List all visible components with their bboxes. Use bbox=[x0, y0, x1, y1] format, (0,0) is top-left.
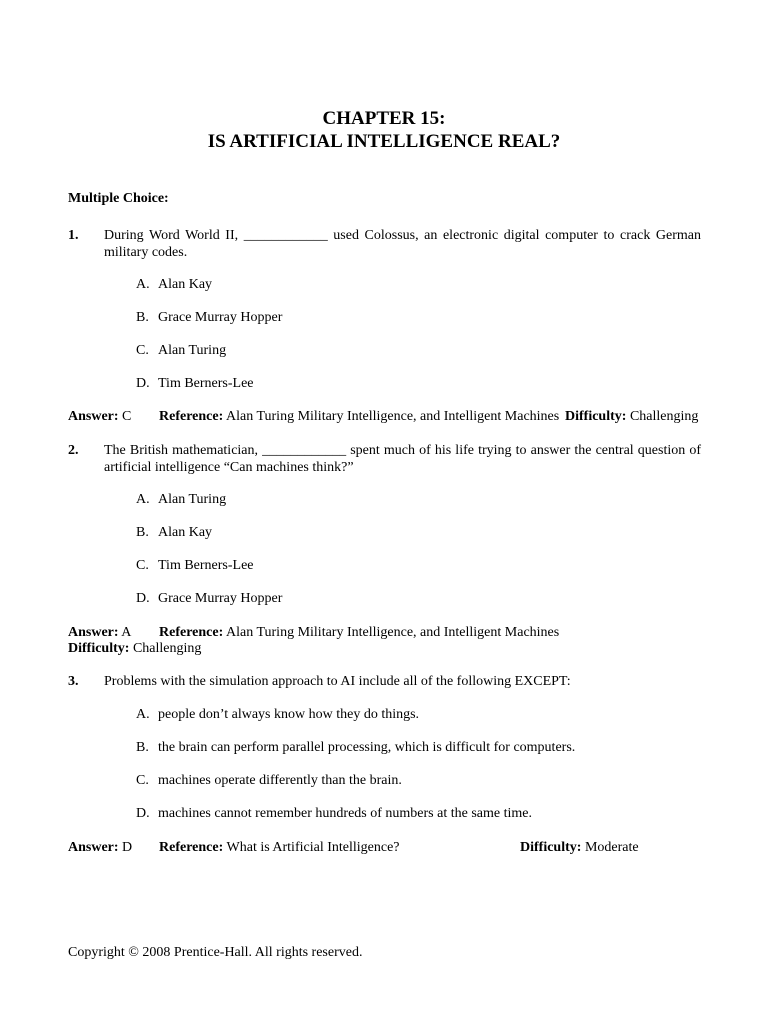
copyright-footer: Copyright © 2008 Prentice-Hall. All rights reserved. bbox=[68, 945, 363, 960]
option-letter: A. bbox=[136, 707, 150, 722]
answer-line bbox=[68, 624, 131, 641]
reference-label: Reference: bbox=[159, 840, 224, 855]
option-text: Alan Kay bbox=[158, 277, 213, 292]
option-text: machines operate differently than the brain. bbox=[158, 773, 402, 788]
option-letter: D. bbox=[136, 376, 150, 391]
answer-line bbox=[68, 839, 132, 856]
answer-label: Answer: bbox=[68, 625, 119, 640]
answer-label: Answer: bbox=[68, 840, 119, 855]
reference-line bbox=[159, 408, 559, 425]
reference-value: What is Artificial Intelligence? bbox=[226, 840, 400, 855]
option-text: Grace Murray Hopper bbox=[158, 591, 283, 606]
answer-label: Answer: bbox=[68, 409, 119, 424]
answer-option bbox=[136, 706, 419, 723]
option-letter: D. bbox=[136, 591, 150, 606]
reference-value: Alan Turing Military Intelligence, and Intelligent Machines bbox=[226, 625, 560, 640]
answer-option bbox=[136, 805, 532, 822]
difficulty-label: Difficulty: bbox=[565, 409, 627, 424]
reference-line bbox=[159, 624, 559, 641]
difficulty-value: Challenging bbox=[132, 641, 202, 656]
option-text: Alan Turing bbox=[158, 343, 227, 358]
option-letter: A. bbox=[136, 492, 150, 507]
answer-option bbox=[136, 309, 282, 326]
answer-option bbox=[136, 342, 226, 359]
option-letter: B. bbox=[136, 310, 149, 325]
section-label: Multiple Choice: bbox=[68, 191, 169, 206]
answer-line bbox=[68, 408, 131, 425]
difficulty-line bbox=[68, 640, 201, 657]
reference-label: Reference: bbox=[159, 409, 224, 424]
difficulty-line bbox=[565, 408, 698, 425]
option-text: Alan Kay bbox=[158, 525, 213, 540]
option-text: Tim Berners-Lee bbox=[158, 376, 254, 391]
option-text: Tim Berners-Lee bbox=[158, 558, 254, 573]
answer-option bbox=[136, 772, 402, 789]
chapter-number: CHAPTER 15: bbox=[322, 108, 446, 129]
difficulty-line bbox=[520, 839, 639, 856]
answer-value: C bbox=[122, 409, 132, 424]
option-text: machines cannot remember hundreds of numbers at the same time. bbox=[158, 806, 532, 821]
difficulty-label: Difficulty: bbox=[68, 641, 130, 656]
option-text: people don’t always know how they do things. bbox=[158, 707, 420, 722]
answer-value: D bbox=[122, 840, 133, 855]
answer-option bbox=[136, 491, 226, 508]
answer-option bbox=[136, 739, 575, 756]
option-text: Alan Turing bbox=[158, 492, 227, 507]
question-text: The British mathematician, ____________ spent much of his life trying to answer the central question of artificial intelligence “Can machines think?” bbox=[104, 443, 701, 475]
question-text: Problems with the simulation approach to AI include all of the following EXCEPT: bbox=[104, 674, 571, 689]
answer-option bbox=[136, 375, 254, 392]
answer-option bbox=[136, 276, 212, 293]
difficulty-label: Difficulty: bbox=[520, 840, 582, 855]
option-letter: C. bbox=[136, 558, 149, 573]
option-letter: B. bbox=[136, 740, 149, 755]
question-text: During Word World II, ____________ used Colossus, an electronic digital computer to crack German military codes. bbox=[104, 228, 701, 260]
reference-label: Reference: bbox=[159, 625, 224, 640]
option-letter: D. bbox=[136, 806, 150, 821]
difficulty-value: Moderate bbox=[584, 840, 639, 855]
answer-option bbox=[136, 524, 212, 541]
question-number: 3. bbox=[68, 674, 79, 689]
option-letter: C. bbox=[136, 773, 149, 788]
difficulty-value: Challenging bbox=[629, 409, 699, 424]
answer-option bbox=[136, 557, 254, 574]
question-number: 1. bbox=[68, 228, 79, 243]
option-letter: A. bbox=[136, 277, 150, 292]
option-letter: B. bbox=[136, 525, 149, 540]
option-letter: C. bbox=[136, 343, 149, 358]
chapter-title: IS ARTIFICIAL INTELLIGENCE REAL? bbox=[207, 131, 561, 152]
reference-value: Alan Turing Military Intelligence, and Intelligent Machines bbox=[226, 409, 560, 424]
answer-value: A bbox=[121, 625, 132, 640]
question-number: 2. bbox=[68, 443, 79, 458]
option-text: the brain can perform parallel processing, which is difficult for computers. bbox=[158, 740, 576, 755]
reference-line bbox=[159, 839, 400, 856]
option-text: Grace Murray Hopper bbox=[158, 310, 283, 325]
answer-option bbox=[136, 590, 282, 607]
